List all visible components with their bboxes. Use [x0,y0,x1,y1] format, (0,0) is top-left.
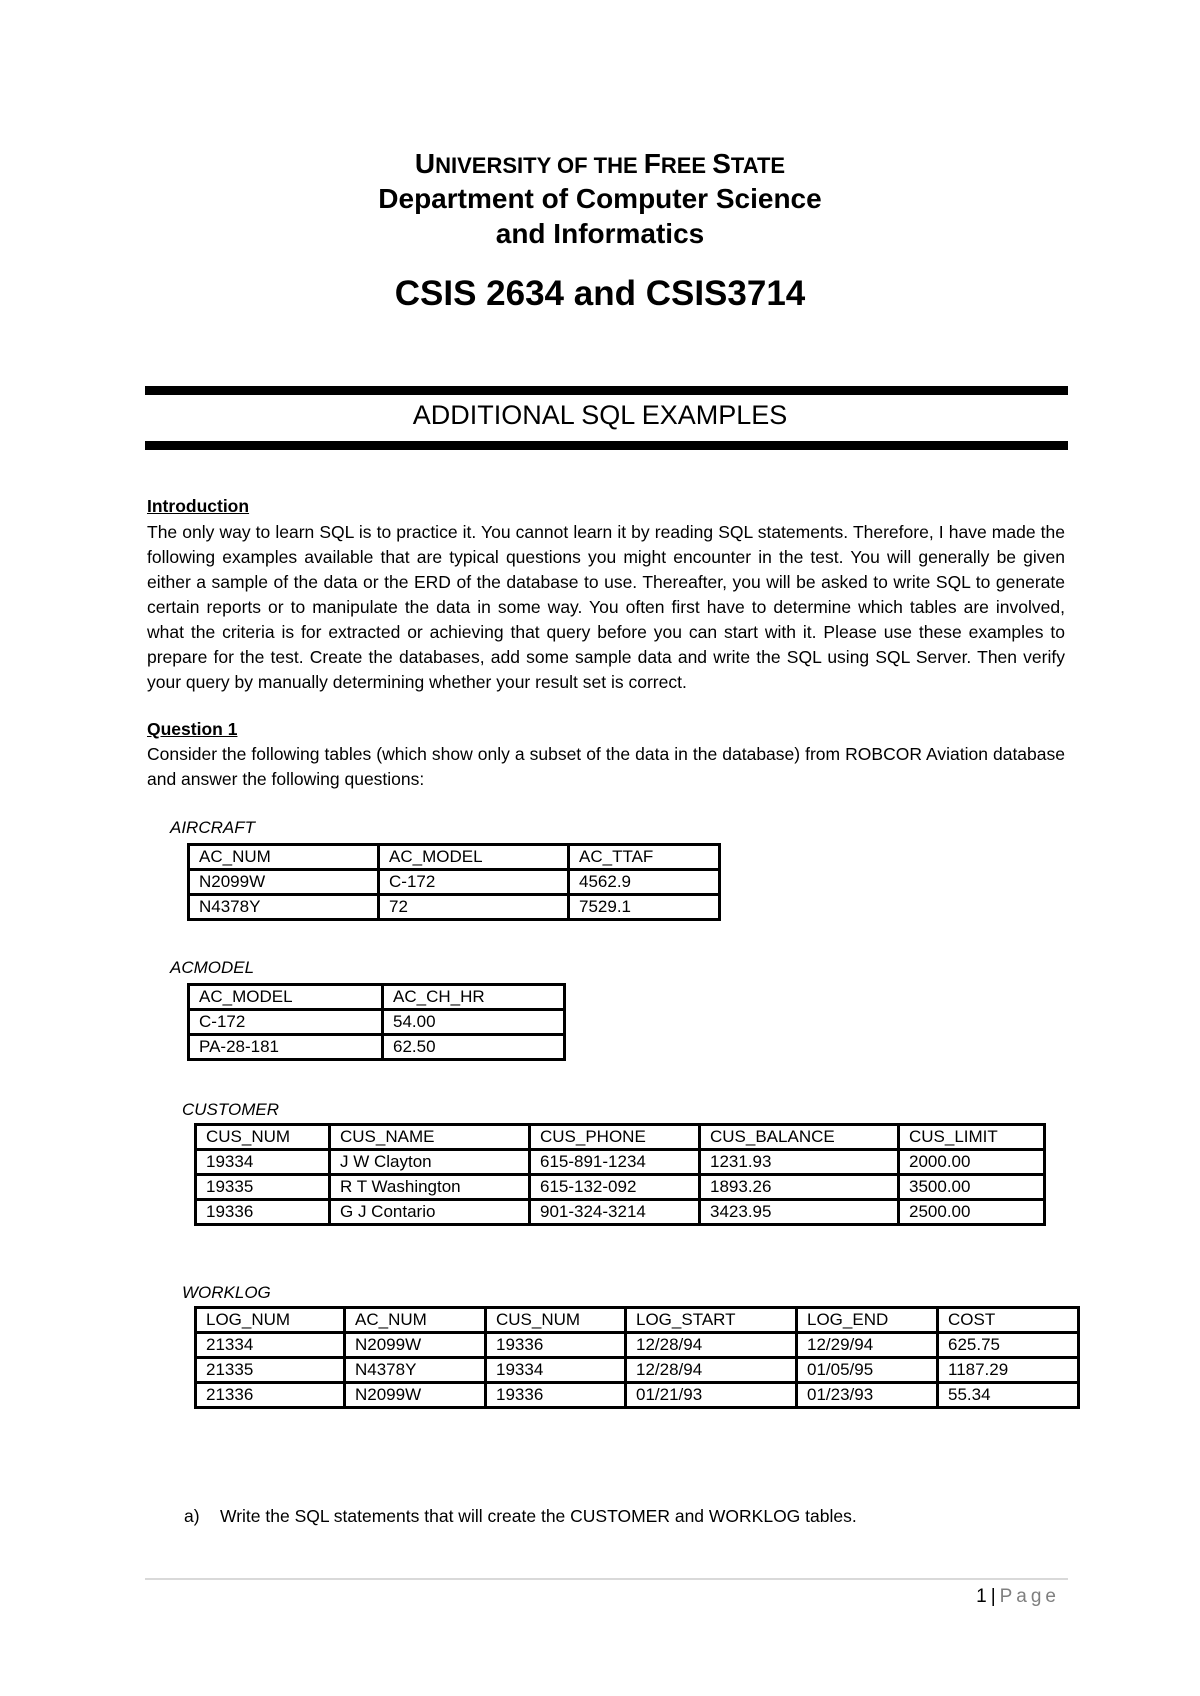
table-cell: G J Contario [330,1200,530,1225]
table-row [196,1333,1079,1358]
page-number: 1 [976,1586,987,1607]
aircraft-table-label: AIRCRAFT [170,818,255,837]
table-row [196,1358,1079,1383]
table-cell: N4378Y [345,1358,486,1383]
table-cell: N2099W [189,870,379,895]
document-subtitle: ADDITIONAL SQL EXAMPLES [412,400,788,430]
table-cell: 19336 [486,1383,626,1408]
table-row [189,895,720,920]
table-cell: J W Clayton [330,1150,530,1175]
table-cell: 62.50 [383,1035,565,1060]
table-cell: 7529.1 [569,895,720,920]
introduction-text: The only way to learn SQL is to practice it. You cannot learn it by reading SQL statements. Therefore, I have made the following examples available that are typical questions you might encounter in the test. You will generally be given either a sample of the data or the ERD of the database to use. Thereafter, you will be asked to write SQL to generate certain reports or to manipulate the data in some way. You often first have to determine which tables are involved, what the criteria is for extracted or achieving that query before you can start with it. Please use these examples to prepare for the test. Create the databases, add some sample data and write the SQL using SQL Server. Then verify your query by manually determining whether your result set is correct. [147,522,1065,692]
column-header: AC_NUM [345,1308,486,1333]
table-cell: C-172 [189,1010,383,1035]
table-header-row [196,1125,1045,1150]
table-cell: 19334 [196,1150,330,1175]
column-header: COST [938,1308,1079,1333]
table-cell: 12/28/94 [626,1333,797,1358]
table-cell: 01/21/93 [626,1383,797,1408]
table-cell: 1893.26 [700,1175,899,1200]
department-line-2: and Informatics [495,218,705,249]
column-header: LOG_START [626,1308,797,1333]
acmodel-table-label: ACMODEL [170,958,255,977]
table-cell: 01/05/95 [797,1358,938,1383]
column-header: CUS_NUM [196,1125,330,1150]
department-line-1: Department of Computer Science [378,183,822,214]
question-a-text: Write the SQL statements that will create the CUSTOMER and WORKLOG tables. [220,1506,857,1526]
column-header: AC_TTAF [569,845,720,870]
univ-part-2: REE [660,153,713,178]
table-cell: N2099W [345,1383,486,1408]
table-row [196,1383,1079,1408]
table-row [189,1035,565,1060]
univ-initial-f: F [643,148,661,179]
table-row [196,1200,1045,1225]
table-cell: 19336 [196,1200,330,1225]
table-cell: 615-891-1234 [530,1150,700,1175]
table-cell: C-172 [379,870,569,895]
title-rule-top [145,386,1068,395]
table-row [189,1010,565,1035]
table-cell: 21335 [196,1358,345,1383]
column-header: CUS_LIMIT [899,1125,1045,1150]
table-cell: 54.00 [383,1010,565,1035]
table-cell: 901-324-3214 [530,1200,700,1225]
column-header: AC_CH_HR [383,985,565,1010]
table-cell: 72 [379,895,569,920]
customer-table [194,1123,1046,1226]
univ-part-3: TATE [730,153,786,178]
column-header: LOG_END [797,1308,938,1333]
worklog-table-label: WORKLOG [182,1283,271,1302]
table-cell: 55.34 [938,1383,1079,1408]
table-cell: 19334 [486,1358,626,1383]
question-1-heading: Question 1 [147,719,238,739]
univ-part-1: NIVERSITY OF THE [435,153,644,178]
table-cell: PA-28-181 [189,1035,383,1060]
course-title: CSIS 2634 and CSIS3714 [394,274,806,313]
table-cell: 3423.95 [700,1200,899,1225]
column-header: AC_NUM [189,845,379,870]
column-header: LOG_NUM [196,1308,345,1333]
question-a-label: a) [184,1506,200,1526]
table-header-row [196,1308,1079,1333]
worklog-table [194,1306,1080,1409]
table-cell: 625.75 [938,1333,1079,1358]
table-row [189,870,720,895]
table-header-row [189,845,720,870]
aircraft-table [187,843,721,921]
question-1-text: Consider the following tables (which show only a subset of the data in the database) from ROBCOR Aviation database and answer the following questions: [147,744,1065,789]
footer-separator: | [990,1586,996,1607]
column-header: AC_MODEL [379,845,569,870]
column-header: CUS_PHONE [530,1125,700,1150]
table-cell: R T Washington [330,1175,530,1200]
table-header-row [189,985,565,1010]
acmodel-table [187,983,566,1061]
university-name [0,148,1200,180]
customer-table-label: CUSTOMER [182,1100,279,1119]
table-row [196,1175,1045,1200]
page-word: Page [999,1586,1060,1607]
table-cell: 4562.9 [569,870,720,895]
table-cell: 12/28/94 [626,1358,797,1383]
column-header: AC_MODEL [189,985,383,1010]
table-cell: N4378Y [189,895,379,920]
univ-initial-u: U [414,148,436,179]
table-cell: 1187.29 [938,1358,1079,1383]
table-cell: 615-132-092 [530,1175,700,1200]
table-cell: 19336 [486,1333,626,1358]
introduction-heading: Introduction [147,496,250,516]
table-cell: 21336 [196,1383,345,1408]
page-footer [600,1586,1060,1608]
table-cell: N2099W [345,1333,486,1358]
table-row [196,1150,1045,1175]
univ-initial-s: S [712,148,731,179]
table-cell: 19335 [196,1175,330,1200]
column-header: CUS_NAME [330,1125,530,1150]
table-cell: 12/29/94 [797,1333,938,1358]
table-cell: 1231.93 [700,1150,899,1175]
question-a [184,1506,857,1527]
table-cell: 21334 [196,1333,345,1358]
footer-rule [145,1578,1068,1580]
title-rule-bottom [145,441,1068,450]
column-header: CUS_NUM [486,1308,626,1333]
table-cell: 2500.00 [899,1200,1045,1225]
table-cell: 2000.00 [899,1150,1045,1175]
table-cell: 3500.00 [899,1175,1045,1200]
column-header: CUS_BALANCE [700,1125,899,1150]
table-cell: 01/23/93 [797,1383,938,1408]
